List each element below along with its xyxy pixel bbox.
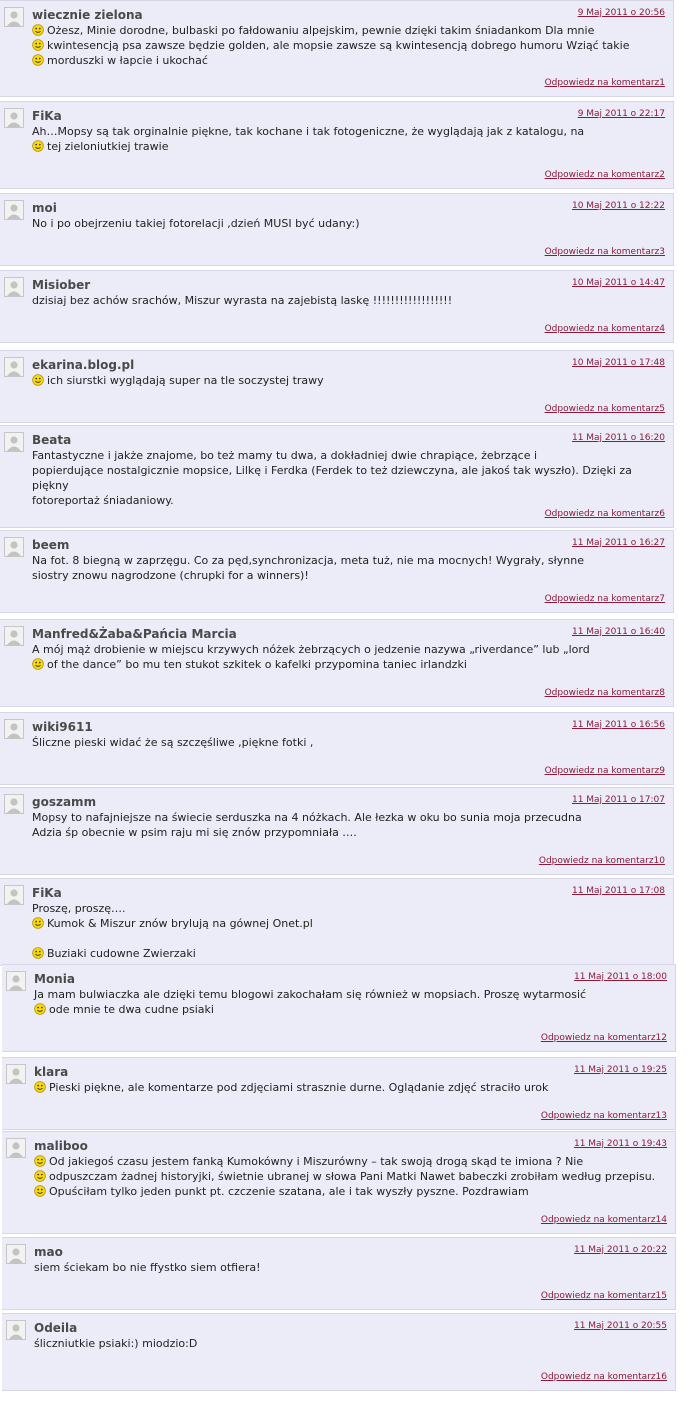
- comment-line: [32, 825, 659, 840]
- reply-link[interactable]: Odpowiedz na komentarz3: [544, 247, 665, 257]
- comment-line: [32, 373, 659, 388]
- smiley-icon: [32, 947, 47, 960]
- avatar: [4, 7, 24, 27]
- comment-line: [32, 568, 659, 583]
- avatar: [4, 537, 24, 557]
- comment-text: Śliczne pieski widać że są szczęśliwe ,piękne fotki ,: [32, 736, 314, 749]
- avatar: [6, 971, 26, 991]
- comment-author: maliboo: [34, 1139, 88, 1153]
- reply-link[interactable]: Odpowiedz na komentarz13: [540, 1111, 667, 1121]
- reply-link[interactable]: Odpowiedz na komentarz15: [540, 1291, 667, 1301]
- comment-line: [34, 1080, 661, 1095]
- comment-author: klara: [34, 1065, 69, 1079]
- comment-text: śliczniutkie psiaki:) miodzio:D: [34, 1337, 198, 1350]
- comment-line: [32, 216, 659, 231]
- reply-link[interactable]: Odpowiedz na komentarz5: [544, 404, 665, 414]
- comment: [0, 270, 674, 343]
- reply-link[interactable]: Odpowiedz na komentarz16: [540, 1372, 667, 1382]
- reply-link[interactable]: Odpowiedz na komentarz4: [544, 324, 665, 334]
- smiley-icon: [32, 24, 47, 37]
- comment-text: fotoreportaż śniadaniowy.: [32, 494, 174, 507]
- comment-line: [32, 553, 659, 568]
- comment-line: [34, 1154, 661, 1169]
- reply-link[interactable]: Odpowiedz na komentarz9: [544, 766, 665, 776]
- comment-body: [32, 448, 659, 508]
- comment-text: Opuściłam tylko jeden punkt pt. czczenie szatana, ale i tak wyszły pyszne. Pozdrawiam: [49, 1185, 529, 1198]
- comment-author: Monia: [34, 972, 75, 986]
- comment: [0, 350, 674, 423]
- comment-body: [32, 901, 659, 961]
- comment-date-link[interactable]: 11 Maj 2011 o 17:08: [571, 886, 665, 896]
- comment-line: [32, 448, 659, 463]
- comment-text: Ożesz, Minie dorodne, bulbaski po fałdowaniu alpejskim, pewnie dzięki takim śniadankom Dla mnie: [47, 24, 595, 37]
- comment-date-link[interactable]: 10 Maj 2011 o 14:47: [571, 278, 665, 288]
- comment: [0, 0, 674, 97]
- avatar: [6, 1320, 26, 1340]
- comment-text: siem ściekam bo nie ffystko siem otfiera!: [34, 1261, 261, 1274]
- comment-text: No i po obejrzeniu takiej fotorelacji ,dzień MUSI być udany:): [32, 217, 360, 230]
- reply-link[interactable]: Odpowiedz na komentarz1: [544, 78, 665, 88]
- comment-text: A mój mąż drobienie w miejscu krzywych nóżek żebrzących o jedzenie nazywa „riverdance” lub „lord: [32, 643, 590, 656]
- comment-body: [32, 124, 659, 154]
- comment-text: siostry znowu nagrodzone (chrupki for a winners)!: [32, 569, 309, 582]
- comment-body: [32, 23, 659, 68]
- reply-link[interactable]: Odpowiedz na komentarz12: [540, 1033, 667, 1043]
- comment-author: FiKa: [32, 886, 62, 900]
- comment-date-link[interactable]: 11 Maj 2011 o 16:56: [571, 720, 665, 730]
- comment-author: mao: [34, 1245, 63, 1259]
- reply-link[interactable]: Odpowiedz na komentarz10: [538, 856, 665, 866]
- smiley-icon: [34, 1170, 49, 1183]
- comment: [2, 1313, 676, 1391]
- comment-line: [32, 735, 659, 750]
- comment-body: [34, 1080, 661, 1095]
- comment-date-link[interactable]: 9 Maj 2011 o 20:56: [577, 8, 665, 18]
- smiley-icon: [34, 1155, 49, 1168]
- reply-link[interactable]: Odpowiedz na komentarz2: [544, 170, 665, 180]
- comment: [0, 425, 674, 528]
- comment-text: Kumok & Miszur znów brylują na gównej Onet.pl: [47, 917, 313, 930]
- comment-body: [32, 642, 659, 672]
- comment-line: [32, 139, 659, 154]
- comment-line: [32, 124, 659, 139]
- comment-body: [34, 987, 661, 1017]
- comment-line: [34, 1169, 661, 1184]
- smiley-icon: [32, 39, 47, 52]
- comment-body: [32, 810, 659, 840]
- avatar: [4, 357, 24, 377]
- reply-link[interactable]: Odpowiedz na komentarz6: [544, 509, 665, 519]
- comment: [0, 787, 674, 875]
- comment-body: [32, 216, 659, 231]
- comment-author: Manfred&Żaba&Pańcia Marcia: [32, 627, 237, 641]
- comment: [0, 712, 674, 785]
- comment-date-link[interactable]: 11 Maj 2011 o 19:43: [573, 1139, 667, 1149]
- comment-date-link[interactable]: 11 Maj 2011 o 16:27: [571, 538, 665, 548]
- avatar: [4, 108, 24, 128]
- smiley-icon: [32, 54, 47, 67]
- comment-line: [32, 946, 659, 961]
- comment-date-link[interactable]: 11 Maj 2011 o 19:25: [573, 1065, 667, 1075]
- comment-author: ekarina.blog.pl: [32, 358, 135, 372]
- avatar: [4, 200, 24, 220]
- comment-line: [34, 1260, 661, 1275]
- comment: [2, 1237, 676, 1310]
- comment-body: [32, 293, 659, 308]
- comment-text: Od jakiegoś czasu jestem fanką Kumokówny i Miszurówny – tak swoją drogą skąd te imiona ? Nie: [49, 1155, 584, 1168]
- comment-text: tej zieloniutkiej trawie: [47, 140, 169, 153]
- comment-date-link[interactable]: 11 Maj 2011 o 16:40: [571, 627, 665, 637]
- comment-date-link[interactable]: 11 Maj 2011 o 20:22: [573, 1245, 667, 1255]
- comment-line: [34, 987, 661, 1002]
- comment-text: Proszę, proszę….: [32, 902, 126, 915]
- comment-author: Odeila: [34, 1321, 78, 1335]
- comment-line: [32, 53, 659, 68]
- comment-text: Adzia śp obecnie w psim raju mi się znów przypomniała ….: [32, 826, 357, 839]
- comment-body: [34, 1260, 661, 1275]
- comment-date-link[interactable]: 11 Maj 2011 o 18:00: [573, 972, 667, 982]
- reply-link[interactable]: Odpowiedz na komentarz8: [544, 688, 665, 698]
- comment-text: kwintesencją psa zawsze będzie golden, ale mopsie zawsze są kwintesencją dobrego humoru Wziąć takie: [47, 39, 630, 52]
- comment-line: [32, 810, 659, 825]
- comment-text: [32, 932, 36, 945]
- comment-body: [32, 553, 659, 583]
- comment-text: popierdujące nostalgicznie mopsice, Lilkę i Ferdka (Ferdek to też dziewczyna, ale jakoś tak wyszło). Dzięki za piękny: [32, 464, 632, 492]
- comment: [2, 1131, 676, 1234]
- avatar: [6, 1244, 26, 1264]
- comment-text: Buziaki cudowne Zwierzaki: [47, 947, 196, 960]
- comment-line: [34, 1002, 661, 1017]
- comment-line: [32, 463, 659, 493]
- avatar: [6, 1138, 26, 1158]
- avatar: [4, 794, 24, 814]
- smiley-icon: [34, 1185, 49, 1198]
- comment-date-link[interactable]: 9 Maj 2011 o 22:17: [577, 109, 665, 119]
- comment-text: morduszki w łapcie i ukochać: [47, 54, 208, 67]
- comment-author: FiKa: [32, 109, 62, 123]
- comment-date-link[interactable]: 10 Maj 2011 o 12:22: [571, 201, 665, 211]
- comment-body: [34, 1154, 661, 1199]
- comment-body: [32, 735, 659, 750]
- comment-text: Ah…Mopsy są tak orginalnie piękne, tak kochane i tak fotogeniczne, że wyglądają jak z katalogu, na: [32, 125, 585, 138]
- comment-body: [32, 373, 659, 388]
- comment-author: Beata: [32, 433, 72, 447]
- smiley-icon: [32, 374, 47, 387]
- comment-text: Pieski piękne, ale komentarze pod zdjęciami strasznie durne. Oglądanie zdjęć straciło urok: [49, 1081, 549, 1094]
- avatar: [4, 719, 24, 739]
- comment-line: [32, 38, 659, 53]
- reply-link[interactable]: Odpowiedz na komentarz7: [544, 594, 665, 604]
- comment-author: goszamm: [32, 795, 97, 809]
- comment-text: odpuszczam żadnej historyjki, świetnie ubranej w słowa Pani Matki Nawet babeczki zrobiłam według przepisu.: [49, 1170, 656, 1183]
- comment-body: [34, 1336, 661, 1351]
- comment-line: [32, 916, 659, 931]
- comment-line: [32, 293, 659, 308]
- comment: [0, 101, 674, 189]
- smiley-icon: [34, 1081, 49, 1094]
- avatar: [4, 626, 24, 646]
- avatar: [4, 885, 24, 905]
- comment-author: wiecznie zielona: [32, 8, 143, 22]
- avatar: [4, 432, 24, 452]
- comment-author: wiki9611: [32, 720, 93, 734]
- comment-text: of the dance” bo mu ten stukot szkitek o kafelki przypomina taniec irlandzki: [47, 658, 467, 671]
- comment-text: ode mnie te dwa cudne psiaki: [49, 1003, 214, 1016]
- comment-text: Na fot. 8 biegną w zaprzęgu. Co za pęd,synchronizacja, meta tuż, nie ma mocnych! Wygrały, słynne: [32, 554, 585, 567]
- smiley-icon: [32, 658, 47, 671]
- smiley-icon: [34, 1003, 49, 1016]
- reply-link[interactable]: Odpowiedz na komentarz14: [540, 1215, 667, 1225]
- comment: [0, 193, 674, 266]
- comment-text: Mopsy to nafajniejsze na świecie serduszka na 4 nóżkach. Ale łezka w oku bo sunia moja przecudna: [32, 811, 582, 824]
- comment-line: [34, 1336, 661, 1351]
- smiley-icon: [32, 140, 47, 153]
- comment-line: [32, 657, 659, 672]
- comment-date-link[interactable]: 10 Maj 2011 o 17:48: [571, 358, 665, 368]
- comment-line: [32, 642, 659, 657]
- comment-line: [34, 1184, 661, 1199]
- comment-text: ich siurstki wyglądają super na tle soczystej trawy: [47, 374, 324, 387]
- comment: [0, 530, 674, 613]
- comment: [0, 878, 674, 966]
- avatar: [4, 277, 24, 297]
- smiley-icon: [32, 917, 47, 930]
- comment-date-link[interactable]: 11 Maj 2011 o 16:20: [571, 433, 665, 443]
- comment-date-link[interactable]: 11 Maj 2011 o 20:55: [573, 1321, 667, 1331]
- comment: [2, 1057, 676, 1130]
- comment-author: Misiober: [32, 278, 91, 292]
- comment-line: [32, 23, 659, 38]
- comment-author: beem: [32, 538, 70, 552]
- comment: [0, 619, 674, 707]
- comment-line: [32, 901, 659, 916]
- comment-line: [32, 931, 659, 946]
- comment-text: Fantastyczne i jakże znajome, bo też mamy tu dwa, a dokładniej dwie chrapiące, żebrzące i: [32, 449, 538, 462]
- comment-text: Ja mam bulwiaczka ale dzięki temu blogowi zakochałam się również w mopsiach. Proszę wytarmosić: [34, 988, 587, 1001]
- comment: [2, 964, 676, 1052]
- comment-text: dzisiaj bez achów srachów, Miszur wyrasta na zajebistą laskę !!!!!!!!!!!!!!!!!!: [32, 294, 453, 307]
- avatar: [6, 1064, 26, 1084]
- comment-line: [32, 493, 659, 508]
- comment-date-link[interactable]: 11 Maj 2011 o 17:07: [571, 795, 665, 805]
- comment-author: moi: [32, 201, 57, 215]
